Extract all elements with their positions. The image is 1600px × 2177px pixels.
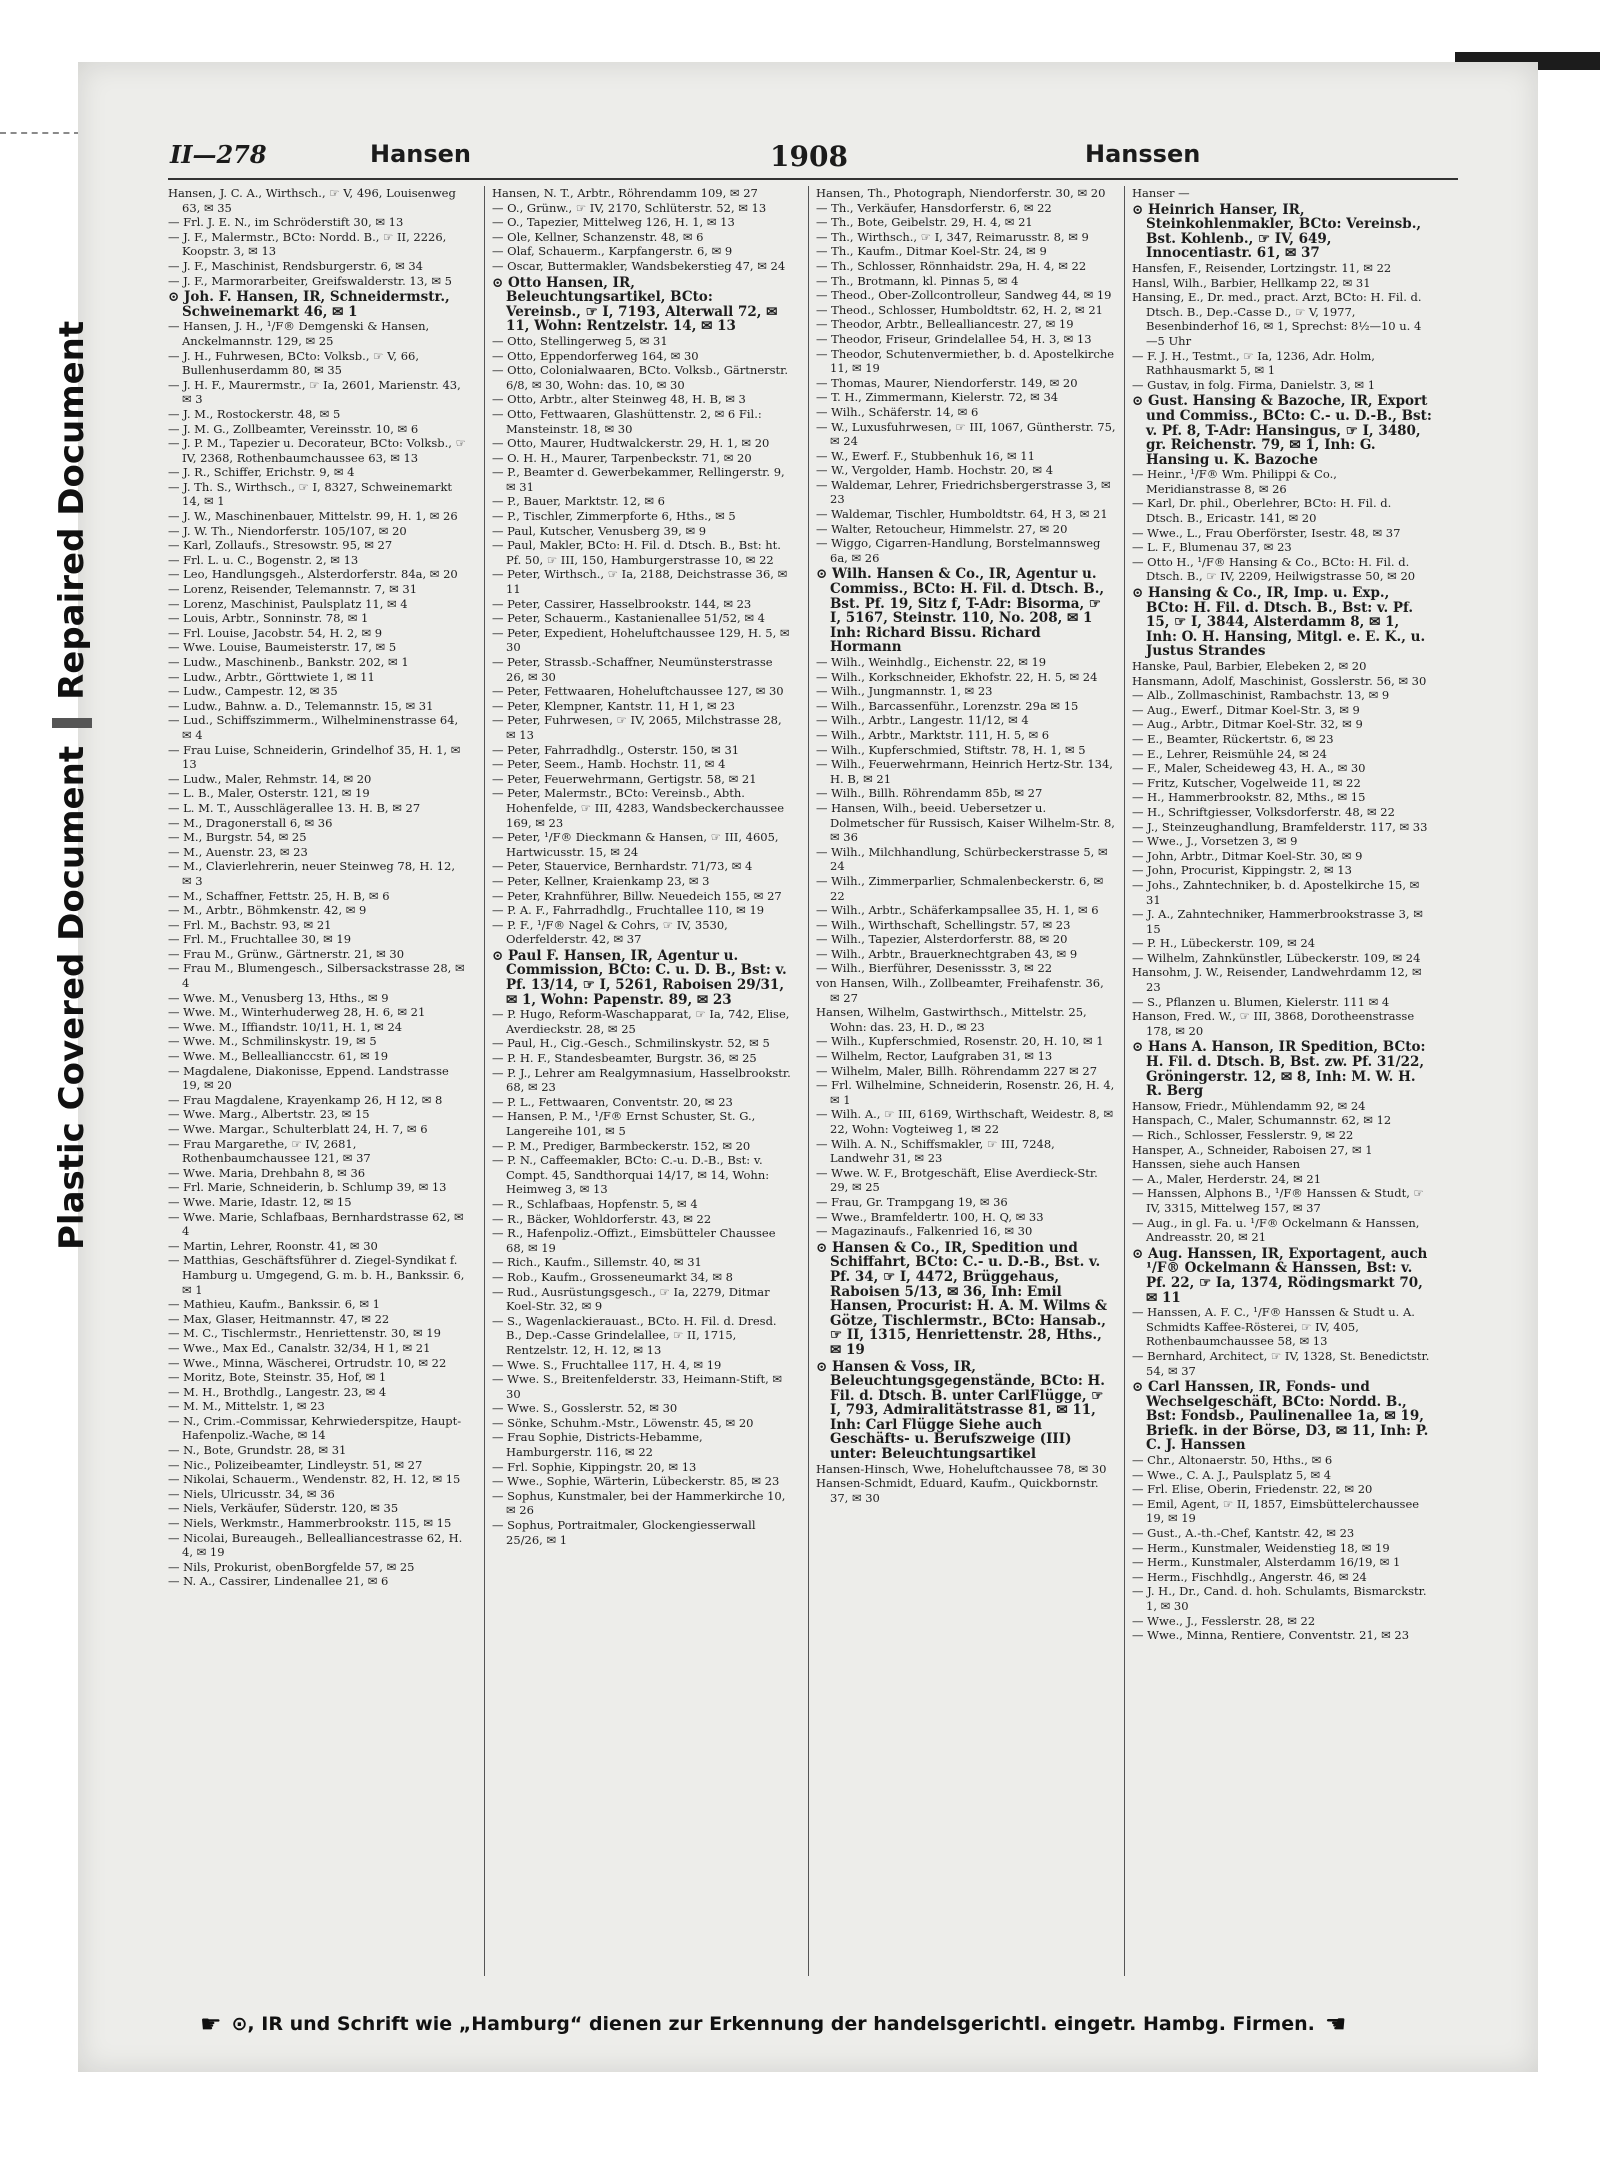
directory-entry: — Frl. Sophie, Kippingstr. 20, ✉ 13	[492, 1459, 697, 1474]
directory-entry: — Niels, Werkmstr., Hammerbrookstr. 115, ✉ 15	[168, 1516, 452, 1531]
directory-entry: — Aug., Ewerf., Ditmar Koel-Str. 3, ✉ 9	[1132, 702, 1360, 717]
directory-entry: — Wilh., Arbtr., Langestr. 11/12, ✉ 4	[816, 713, 1029, 728]
directory-entry: — Th., Schlosser, Rönnhaidstr. 29a, H. 4, ✉ 22	[816, 258, 1087, 273]
directory-entry: — Wwe. S., Breitenfelderstr. 33, Heimann-Stift, ✉ 30	[492, 1372, 783, 1401]
directory-entry: — Rob., Kaufm., Grosseneumarkt 34, ✉ 8	[492, 1269, 733, 1284]
directory-entry: — Wwe., Minna, Wäscherei, Ortrudstr. 10, ✉ 22	[168, 1355, 447, 1370]
column-2	[492, 186, 792, 1976]
directory-entry: — Wwe., C. A. J., Paulsplatz 5, ✉ 4	[1132, 1467, 1332, 1482]
directory-entry: — Lorenz, Maschinist, Paulsplatz 11, ✉ 4	[168, 596, 408, 611]
directory-entry: — L. M. T., Ausschlägerallee 13. H. B, ✉ 27	[168, 800, 421, 815]
directory-entry: — Wwe., L., Frau Oberförster, Isestr. 48, ✉ 37	[1132, 525, 1401, 540]
directory-entry: — N. A., Cassirer, Lindenallee 21, ✉ 6	[168, 1574, 389, 1589]
directory-entry: — Wwe. W. F., Brotgeschäft, Elise Averdieck-Str. 29, ✉ 25	[816, 1165, 1098, 1195]
directory-entry: — Frl. M., Fruchtallee 30, ✉ 19	[168, 932, 352, 947]
directory-entry: — Frl. J. E. N., im Schröderstift 30, ✉ 13	[168, 215, 404, 230]
directory-entry: — Niels, Ulricusstr. 34, ✉ 36	[168, 1486, 335, 1501]
directory-entry: — L. B., Maler, Osterstr. 121, ✉ 19	[168, 786, 370, 801]
directory-entry: von Hansen, Wilh., Zollbeamter, Freihafenstr. 36, ✉ 27	[816, 976, 1104, 1005]
directory-entry: ⊙ Joh. F. Hansen, IR, Schneidermstr., Schweinemarkt 46, ✉ 1	[168, 289, 450, 320]
directory-entry: — Frau Sophie, Districts-Hebamme, Hamburgerstr. 116, ✉ 22	[492, 1430, 703, 1460]
directory-entry: — S., Wagenlackierauast., BCto. H. Fil. d. Dresd. B., Dep.-Casse Grindelallee, ☞ II, 1715, Rentzelstr. 12, H. 12, ✉ 13	[492, 1313, 777, 1357]
directory-entry: — N., Bote, Grundstr. 28, ✉ 31	[168, 1443, 347, 1458]
directory-entry: — J. F., Maschinist, Rendsburgerstr. 6, ✉ 34	[168, 258, 423, 273]
directory-entry: — Peter, ¹/F® Dieckmann & Hansen, ☞ III, 4605, Hartwicusstr. 15, ✉ 24	[492, 830, 779, 859]
directory-entry: — P. M., Prediger, Barmbeckerstr. 152, ✉ 20	[492, 1138, 751, 1153]
directory-entry: — Peter, Fuhrwesen, ☞ IV, 2065, Milchstrasse 28, ✉ 13	[492, 713, 782, 742]
directory-entry: — Louis, Arbtr., Sonninstr. 78, ✉ 1	[168, 611, 369, 626]
directory-entry: — N., Crim.-Commissar, Kehrwiederspitze, Haupt-Hafenpoliz.-Wache, ✉ 14	[168, 1413, 462, 1443]
directory-entry: — Peter, Expedient, Hoheluftchaussee 129, H. 5, ✉ 30	[492, 625, 790, 655]
header-rule	[168, 178, 1458, 180]
directory-entry: — Wwe., Max Ed., Canalstr. 32/34, H 1, ✉ 21	[168, 1340, 431, 1355]
directory-entry: — W., Vergolder, Hamb. Hochstr. 20, ✉ 4	[816, 463, 1054, 478]
directory-entry: — J. Th. S., Wirthsch., ☞ I, 8327, Schweinemarkt 14, ✉ 1	[168, 479, 453, 509]
directory-entry: — M., Schaffner, Fettstr. 25, H. B, ✉ 6	[168, 888, 390, 903]
directory-entry: — Moritz, Bote, Steinstr. 35, Hof, ✉ 1	[168, 1370, 387, 1385]
directory-entry: ⊙ Gust. Hansing & Bazoche, IR, Export und Commiss., BCto: C.- u. D.-B., Bst: v. Pf. 8, T-Adr: Hansingus, ☞ I, 3480, gr. Reichenstr. 79, ✉ 1, Inh: G. Hansing u. K. Bazoche	[1132, 393, 1432, 468]
directory-entry: — Johs., Zahntechniker, b. d. Apostelkirche 15, ✉ 31	[1132, 877, 1420, 907]
directory-entry: — P. H., Lübeckerstr. 109, ✉ 24	[1132, 936, 1316, 951]
directory-entry: — O. H. H., Maurer, Tarpenbeckstr. 71, ✉ 20	[492, 450, 752, 465]
directory-entry: — H., Hammerbrookstr. 82, Mths., ✉ 15	[1132, 790, 1366, 805]
directory-entry: — Wilh., Korkschneider, Ekhofstr. 22, H. 5, ✉ 24	[816, 669, 1098, 684]
directory-entry: — Paul, Makler, BCto: H. Fil. d. Dtsch. B., Bst: ht. Pf. 50, ☞ III, 150, Hamburgerstrasse 10, ✉ 22	[492, 538, 781, 567]
directory-entry: Hansmann, Adolf, Maschinist, Gosslerstr. 56, ✉ 30	[1132, 673, 1427, 688]
page-footer	[200, 2010, 1440, 2038]
directory-entry: — J. H. F., Maurermstr., ☞ Ia, 2601, Marienstr. 43, ✉ 3	[168, 377, 461, 407]
directory-entry: — Frau Magdalene, Krayenkamp 26, H 12, ✉ 8	[168, 1092, 443, 1107]
directory-entry: — Frau M., Blumengesch., Silbersackstrasse 28, ✉ 4	[168, 961, 465, 991]
column-divider	[484, 186, 485, 1976]
directory-entry: — R., Schlafbaas, Hopfenstr. 5, ✉ 4	[492, 1196, 698, 1211]
directory-entry: — J. R., Schiffer, Erichstr. 9, ✉ 4	[168, 465, 355, 480]
directory-entry: ⊙ Carl Hanssen, IR, Fonds- und Wechselgeschäft, BCto: Nordd. B., Bst: Fondsb., Paulinenallee 1a, ✉ 19, Briefk. in der Börse, D3, ✉ 11, Inh: P. C. J. Hanssen	[1132, 1379, 1429, 1454]
directory-entry: — John, Arbtr., Ditmar Koel-Str. 30, ✉ 9	[1132, 848, 1363, 863]
directory-entry: — R., Hafenpoliz.-Offizt., Eimsbütteler Chaussee 68, ✉ 19	[492, 1226, 776, 1255]
directory-entry: — P. N., Caffeemakler, BCto: C.-u. D.-B., Bst: v. Compt. 45, Sandthorquai 14/17, ✉ 14, Wohn: Heimweg 3, ✉ 13	[492, 1153, 770, 1197]
scan-top-margin	[0, 0, 1600, 60]
directory-entry: — Rich., Kaufm., Sillemstr. 40, ✉ 31	[492, 1255, 702, 1270]
directory-entry: — Wilhelm, Maler, Billh. Röhrendamm 227 ✉ 27	[816, 1063, 1098, 1078]
directory-entry: — Otto, Arbtr., alter Steinweg 48, H. B, ✉ 3	[492, 392, 746, 407]
column-4	[1132, 186, 1432, 1976]
directory-entry: — M., Dragonerstall 6, ✉ 36	[168, 815, 333, 830]
directory-entry: ⊙ Heinrich Hanser, IR, Steinkohlenmakler, BCto: Vereinsb., Bst. Kohlenb., ☞ IV, 649, Innocentiastr. 61, ✉ 37	[1132, 201, 1422, 262]
directory-entry: — Wwe., J., Vorsetzen 3, ✉ 9	[1132, 834, 1298, 849]
directory-entry: — Frau Luise, Schneiderin, Grindelhof 35, H. 1, ✉ 13	[168, 742, 461, 772]
column-1	[168, 186, 468, 1976]
directory-entry: — Frau Margarethe, ☞ IV, 2681, Rothenbaumchaussee 121, ✉ 37	[168, 1136, 371, 1166]
directory-entry: — Wilh., Kupferschmied, Rosenstr. 20, H. 10, ✉ 1	[816, 1034, 1104, 1049]
directory-entry: — J. H., Fuhrwesen, BCto: Volksb., ☞ V, 66, Bullenhuserdamm 80, ✉ 35	[168, 348, 419, 378]
directory-entry: ⊙ Hansing & Co., IR, Imp. u. Exp., BCto: H. Fil. d. Dtsch. B., Bst: v. Pf. 15, ☞ I, 3844, Alsterdamm 8, ✉ 1, Inh: O. H. Hansing, Mitgl. e. E. K., u. Justus Strandes	[1132, 585, 1426, 660]
directory-entry: — J. M. G., Zollbeamter, Vereinsstr. 10, ✉ 6	[168, 421, 419, 436]
directory-entry: — M. C., Tischlermstr., Henriettenstr. 30, ✉ 19	[168, 1326, 441, 1341]
directory-entry: — W., Ewerf. F., Stubbenhuk 16, ✉ 11	[816, 448, 1035, 463]
directory-entry: — Wwe. S., Gosslerstr. 52, ✉ 30	[492, 1401, 678, 1416]
directory-entry: — Wilh., Wirthschaft, Schellingstr. 57, ✉ 23	[816, 917, 1071, 932]
directory-entry: Hansper, A., Schneider, Raboisen 27, ✉ 1	[1132, 1142, 1373, 1157]
directory-entry: — Wwe. Louise, Baumeisterstr. 17, ✉ 5	[168, 640, 397, 655]
directory-entry: Hansen, Th., Photograph, Niendorferstr. 30, ✉ 20	[816, 186, 1106, 200]
directory-entry: — Otto, Stellingerweg 5, ✉ 31	[492, 333, 668, 348]
directory-entry: — Karl, Zollaufs., Stresowstr. 95, ✉ 27	[168, 538, 393, 553]
directory-entry: Hansen-Schmidt, Eduard, Kaufm., Quickbornstr. 37, ✉ 30	[816, 1476, 1099, 1505]
directory-entry: — Hanssen, Alphons B., ¹/F® Hanssen & Studt, ☞ IV, 3315, Mittelweg 157, ✉ 37	[1132, 1186, 1424, 1215]
directory-entry: Hanske, Paul, Barbier, Elebeken 2, ✉ 20	[1132, 659, 1367, 673]
directory-entry: — Nikolai, Schauerm., Wendenstr. 82, H. 12, ✉ 15	[168, 1472, 461, 1487]
directory-entry: — Theodor, Schutenvermiether, b. d. Apostelkirche 11, ✉ 19	[816, 346, 1115, 376]
directory-entry: ⊙ Paul F. Hansen, IR, Agentur u. Commission, BCto: C. u. D. B., Bst: v. Pf. 13/14, ☞ I, 5261, Raboisen 29/31, ✉ 1, Wohn: Papenstr. 89, ✉ 23	[492, 947, 787, 1008]
directory-entry: — Lorenz, Reisender, Telemannstr. 7, ✉ 31	[168, 582, 418, 597]
directory-entry: — Wilh., Arbtr., Brauerknechtgraben 43, ✉ 9	[816, 946, 1078, 961]
directory-entry: — T. H., Zimmermann, Kielerstr. 72, ✉ 34	[816, 390, 1059, 405]
directory-entry: — L. F., Blumenau 37, ✉ 23	[1132, 540, 1292, 555]
directory-entry: — Paul, H., Cig.-Gesch., Schmilinskystr. 52, ✉ 5	[492, 1036, 770, 1051]
directory-entry: — Frl. Wilhelmine, Schneiderin, Rosenstr. 26, H. 4, ✉ 1	[816, 1078, 1115, 1107]
directory-entry: — Oscar, Buttermakler, Wandsbekerstieg 47, ✉ 24	[492, 258, 786, 273]
directory-entry: — Wilhelm, Rector, Laufgraben 31, ✉ 13	[816, 1049, 1053, 1064]
directory-entry: — Wwe. M., Belleallianccstr. 61, ✉ 19	[168, 1049, 389, 1064]
directory-entry: — M., Burgstr. 54, ✉ 25	[168, 830, 307, 845]
cut-line	[0, 132, 80, 134]
directory-entry: — Peter, Strassb.-Schaffner, Neumünsterstrasse 26, ✉ 30	[492, 655, 773, 684]
directory-entry: — Wilh., Bierführer, Desenissstr. 3, ✉ 22	[816, 961, 1053, 976]
directory-entry: — F., Maler, Scheideweg 43, H. A., ✉ 30	[1132, 761, 1366, 776]
directory-entry: — Niels, Verkäufer, Süderstr. 120, ✉ 35	[168, 1501, 399, 1516]
directory-entry: Hansl, Wilh., Barbier, Hellkamp 22, ✉ 31	[1132, 275, 1371, 290]
directory-entry: — Peter, Kellner, Kraienkamp 23, ✉ 3	[492, 873, 710, 888]
directory-entry: — Frau M., Grünw., Gärtnerstr. 21, ✉ 30	[168, 946, 405, 961]
directory-entry: — Aug., in gl. Fa. u. ¹/F® Ockelmann & Hanssen, Andreasstr. 20, ✉ 21	[1132, 1215, 1420, 1245]
directory-entry: — M., Auenstr. 23, ✉ 23	[168, 844, 308, 859]
directory-entry: Hansen, J. C. A., Wirthsch., ☞ V, 496, Louisenweg 63, ✉ 35	[168, 186, 456, 215]
directory-entry: — Wilh., Arbtr., Schäferkampsallee 35, H. 1, ✉ 6	[816, 903, 1099, 918]
directory-entry: — Peter, Wirthsch., ☞ Ia, 2188, Deichstrasse 36, ✉ 11	[492, 567, 788, 597]
directory-entry: — Waldemar, Lehrer, Friedrichsbergerstrasse 3, ✉ 23	[816, 477, 1111, 507]
directory-entry: — Emil, Agent, ☞ II, 1857, Eimsbüttelerchaussee 19, ✉ 19	[1132, 1496, 1420, 1526]
directory-entry: — Otto H., ¹/F® Hansing & Co., BCto: H. Fil. d. Dtsch. B., ☞ IV, 2209, Heilwigstrasse 50, ✉ 20	[1132, 554, 1416, 584]
directory-entry: — J. A., Zahntechniker, Hammerbrookstrasse 3, ✉ 15	[1132, 907, 1423, 936]
header-year: 1908	[770, 140, 848, 173]
directory-entry: Hanspach, C., Maler, Schumannstr. 62, ✉ 12	[1132, 1113, 1392, 1128]
directory-entry: — Magazinaufs., Falkenried 16, ✉ 30	[816, 1224, 1033, 1239]
directory-entry: — O., Tapezier, Mittelweg 126, H. 1, ✉ 13	[492, 215, 735, 230]
directory-entry: — Peter, Malermstr., BCto: Vereinsb., Abth. Hohenfelde, ☞ III, 4283, Wandsbeckerchaussee 169, ✉ 23	[492, 786, 785, 830]
directory-entry: — Hansen, Wilh., beeid. Uebersetzer u. Dolmetscher für Russisch, Kaiser Wilhelm-Str. 8, ✉ 36	[816, 800, 1115, 845]
directory-entry: — Peter, Fettwaaren, Hoheluftchaussee 127, ✉ 30	[492, 684, 784, 699]
directory-entry: — Theod., Schlosser, Humboldtstr. 62, H. 2, ✉ 21	[816, 302, 1103, 317]
directory-entry: — Wilhelm, Zahnkünstler, Lübeckerstr. 109, ✉ 24	[1132, 950, 1421, 965]
directory-entry: — Wilh. A. N., Schiffsmakler, ☞ III, 7248, Landwehr 31, ✉ 23	[816, 1136, 1055, 1166]
directory-entry: — Frl. Louise, Jacobstr. 54, H. 2, ✉ 9	[168, 625, 383, 640]
side-label	[42, 150, 102, 1250]
directory-entry: — Wilh., Kupferschmied, Stiftstr. 78, H. 1, ✉ 5	[816, 742, 1086, 757]
column-divider	[1124, 186, 1125, 1976]
directory-entry: — Lud., Schiffszimmerm., Wilhelminenstrasse 64, ✉ 4	[168, 713, 459, 742]
plastic-covered-label: Plastic Covered Document	[52, 745, 92, 1250]
directory-entry: — Theodor, Arbtr., Bellealliancestr. 27, ✉ 19	[816, 317, 1074, 332]
directory-entry: — O., Grünw., ☞ IV, 2170, Schlüterstr. 52, ✉ 13	[492, 200, 767, 215]
directory-entry: — Peter, Krahnführer, Billw. Neuedeich 155, ✉ 27	[492, 888, 782, 903]
directory-entry: — Th., Kaufm., Ditmar Koel-Str. 24, ✉ 9	[816, 244, 1047, 259]
directory-entry: — Martin, Lehrer, Roonstr. 41, ✉ 30	[168, 1238, 378, 1253]
directory-entry: — Ludw., Maschinenb., Bankstr. 202, ✉ 1	[168, 655, 409, 669]
directory-entry: ⊙ Wilh. Hansen & Co., IR, Agentur u. Commiss., BCto: H. Fil. d. Dtsch. B., Bst. Pf. 19, Sitz f, T-Adr: Bisorma, ☞ I, 5167, Steinstr. 110, No. 208, ✉ 1 Inh: Richard Bissu. Richard Hormann	[816, 566, 1105, 656]
directory-entry: — Max, Glaser, Heitmannstr. 47, ✉ 22	[168, 1311, 390, 1326]
label-separator	[52, 718, 92, 728]
directory-entry: — Wilh., Billh. Röhrendamm 85b, ✉ 27	[816, 786, 1043, 801]
directory-entry: Hanser —	[1132, 186, 1190, 200]
directory-entry: — J., Steinzeughandlung, Bramfelderstr. 117, ✉ 33	[1132, 819, 1428, 834]
directory-entry: — Chr., Altonaerstr. 50, Hths., ✉ 6	[1132, 1453, 1333, 1468]
directory-entry: — Otto, Colonialwaaren, BCto. Volksb., Gärtnerstr. 6/8, ✉ 30, Wohn: das. 10, ✉ 30	[492, 363, 789, 392]
directory-entry: — Wilh., Feuerwehrmann, Heinrich Hertz-Str. 134, H. B, ✉ 21	[816, 757, 1113, 786]
directory-entry: — Frl. L. u. C., Bogenstr. 2, ✉ 13	[168, 552, 359, 567]
directory-entry: — Wilh., Jungmannstr. 1, ✉ 23	[816, 684, 993, 699]
directory-entry: — Wilh., Zimmerparlier, Schmalenbeckerstr. 6, ✉ 22	[816, 873, 1104, 903]
directory-entry: — Th., Verkäufer, Hansdorferstr. 6, ✉ 22	[816, 200, 1052, 215]
page-header	[170, 140, 1470, 180]
directory-entry: Hansfen, F., Reisender, Lortzingstr. 11, ✉ 22	[1132, 260, 1392, 275]
directory-entry: — Ole, Kellner, Schanzenstr. 48, ✉ 6	[492, 229, 704, 244]
directory-entry: — Frl. M., Bachstr. 93, ✉ 21	[168, 917, 332, 932]
directory-entry: — F. J. H., Testmt., ☞ Ia, 1236, Adr. Holm, Rathhausmarkt 5, ✉ 1	[1132, 348, 1375, 378]
directory-entry: — Ludw., Arbtr., Görttwiete 1, ✉ 11	[168, 669, 375, 684]
directory-entry: — M. M., Mittelstr. 1, ✉ 23	[168, 1399, 325, 1414]
directory-entry: — Herm., Fischhdlg., Angerstr. 46, ✉ 24	[1132, 1569, 1367, 1584]
directory-entry: — Otto, Fettwaaren, Glashüttenstr. 2, ✉ 6 Fil.: Mansteinstr. 18, ✉ 30	[492, 406, 762, 436]
directory-entry: — Leo, Handlungsgeh., Alsterdorferstr. 84a, ✉ 20	[168, 567, 458, 582]
directory-entry: — Ludw., Campestr. 12, ✉ 35	[168, 684, 338, 699]
directory-entry: — Wwe., Sophie, Wärterin, Lübeckerstr. 85, ✉ 23	[492, 1474, 780, 1489]
directory-entry: — Gust., A.-th.-Chef, Kantstr. 42, ✉ 23	[1132, 1526, 1355, 1541]
directory-entry: — Otto, Eppendorferweg 164, ✉ 30	[492, 348, 699, 363]
directory-entry: — Wwe. Maria, Drehbahn 8, ✉ 36	[168, 1165, 366, 1180]
directory-entry: ⊙ Hansen & Voss, IR, Beleuchtungsgegenstände, BCto: H. Fil. d. Dtsch. B. unter CarlFlügge, ☞ I, 793, Admiralitätstrasse 81, ✉ 11, Inh: Carl Flügge Siehe auch Geschäfts- u. Berufszweige (III) unter: Beleuchtungsartikel	[816, 1358, 1105, 1463]
directory-entry: — P. H. F., Standesbeamter, Burgstr. 36, ✉ 25	[492, 1051, 757, 1066]
directory-entry: — Frl. Marie, Schneiderin, b. Schlump 39, ✉ 13	[168, 1180, 447, 1195]
directory-entry: — R., Bäcker, Wohldorferstr. 43, ✉ 22	[492, 1211, 712, 1226]
directory-entry: — Nils, Prokurist, obenBorgfelde 57, ✉ 25	[168, 1559, 415, 1574]
directory-entry: — Wwe. Marie, Schlafbaas, Bernhardstrasse 62, ✉ 4	[168, 1209, 464, 1239]
directory-entry: — J. W. Th., Niendorferstr. 105/107, ✉ 20	[168, 523, 407, 538]
directory-entry: — J. W., Maschinenbauer, Mittelstr. 99, H. 1, ✉ 26	[168, 509, 458, 524]
directory-entry: — Peter, Cassirer, Hasselbrookstr. 144, ✉ 23	[492, 596, 752, 611]
pointing-hand-icon: ☛	[200, 2010, 222, 2038]
directory-entry: — Wwe. M., Winterhuderweg 28, H. 6, ✉ 21	[168, 1005, 426, 1020]
directory-entry: — Mathieu, Kaufm., Bankssir. 6, ✉ 1	[168, 1297, 380, 1312]
directory-entry: — J. F., Malermstr., BCto: Nordd. B., ☞ II, 2226, Koopstr. 3, ✉ 13	[168, 229, 447, 259]
directory-entry: — Wwe., J., Fesslerstr. 28, ✉ 22	[1132, 1613, 1316, 1628]
directory-entry: — Th., Brotmann, kl. Pinnas 5, ✉ 4	[816, 273, 1019, 288]
directory-entry: — P. F., ¹/F® Nagel & Cohrs, ☞ IV, 3530, Oderfelderstr. 42, ✉ 37	[492, 917, 728, 947]
directory-entry: — M., Clavierlehrerin, neuer Steinweg 78, H. 12, ✉ 3	[168, 859, 456, 888]
directory-entry: — P., Tischler, Zimmerpforte 6, Hths., ✉ 5	[492, 509, 736, 524]
directory-entry: — Sönke, Schuhm.-Mstr., Löwenstr. 45, ✉ 20	[492, 1415, 754, 1430]
pointing-hand-icon: ☚	[1324, 2010, 1347, 2038]
directory-entry: — Ludw., Bahnw. a. D., Telemannstr. 15, ✉ 31	[168, 698, 434, 713]
directory-entry: Hansohm, J. W., Reisender, Landwehrdamm 12, ✉ 23	[1132, 965, 1422, 995]
directory-entry: — Wilh., Barcassenführ., Lorenzstr. 29a ✉ 15	[816, 698, 1079, 713]
directory-entry: — P., Bauer, Marktstr. 12, ✉ 6	[492, 494, 665, 509]
directory-entry: — Wwe. M., Iffiandstr. 10/11, H. 1, ✉ 24	[168, 1019, 403, 1034]
directory-entry: — Wwe. Margar., Schulterblatt 24, H. 7, ✉ 6	[168, 1122, 428, 1136]
directory-entry: — J. H., Dr., Cand. d. hoh. Schulamts, Bismarckstr. 1, ✉ 30	[1132, 1584, 1427, 1613]
directory-entry: — H., Schriftgiesser, Volksdorferstr. 48, ✉ 22	[1132, 804, 1395, 819]
directory-entry: — Wwe. M., Venusberg 13, Hths., ✉ 9	[168, 990, 389, 1005]
directory-entry: — Wwe., Bramfeldertr. 100, H. Q, ✉ 33	[816, 1209, 1044, 1224]
directory-entry: — Wilh., Arbtr., Marktstr. 111, H. 5, ✉ 6	[816, 727, 1050, 742]
directory-entry: — Wilh., Schäferstr. 14, ✉ 6	[816, 404, 979, 419]
directory-entry: — Walter, Retoucheur, Himmelstr. 27, ✉ 20	[816, 521, 1068, 536]
directory-entry: — Th., Bote, Geibelstr. 29, H. 4, ✉ 21	[816, 215, 1033, 230]
directory-entry: — J. F., Marmorarbeiter, Greifswalderstr. 13, ✉ 5	[168, 273, 452, 288]
directory-entry: — Sophus, Portraitmaler, Glockengiesserwall 25/26, ✉ 1	[492, 1518, 756, 1547]
directory-entry: — Peter, Feuerwehrmann, Gertigstr. 58, ✉ 21	[492, 771, 757, 786]
directory-entry: — Peter, Seem., Hamb. Hochstr. 11, ✉ 4	[492, 757, 726, 772]
directory-entry: — Ludw., Maler, Rehmstr. 14, ✉ 20	[168, 771, 372, 786]
directory-entry: — S., Pflanzen u. Blumen, Kielerstr. 111 ✉ 4	[1132, 994, 1390, 1009]
directory-entry: — Peter, Schauerm., Kastanienallee 51/52, ✉ 4	[492, 611, 765, 626]
scan-bottom-margin	[0, 2077, 1600, 2177]
directory-entry: ⊙ Aug. Hanssen, IR, Exportagent, auch ¹/F® Ockelmann & Hanssen, Bst: v. Pf. 22, ☞ Ia, 1374, Rödingsmarkt 70, ✉ 11	[1132, 1245, 1428, 1306]
directory-entry: — Matthias, Geschäftsführer d. Ziegel-Syndikat f. Hamburg u. Umgegend, G. m. b. H., Bankssir. 6, ✉ 1	[168, 1253, 465, 1297]
directory-entry: — Theodor, Friseur, Grindelallee 54, H. 3, ✉ 13	[816, 331, 1092, 346]
directory-entry: — Theod., Ober-Zollcontrolleur, Sandweg 44, ✉ 19	[816, 288, 1112, 303]
directory-entry: — P. L., Fettwaaren, Conventstr. 20, ✉ 23	[492, 1094, 733, 1109]
column-3	[816, 186, 1116, 1976]
directory-entry: — Nic., Polizeibeamter, Lindleystr. 51, ✉ 27	[168, 1457, 423, 1472]
directory-entry: — Thomas, Maurer, Niendorferstr. 149, ✉ 20	[816, 375, 1078, 390]
directory-entry: — Gustav, in folg. Firma, Danielstr. 3, ✉ 1	[1132, 377, 1376, 392]
directory-entry: — Hansen, P. M., ¹/F® Ernst Schuster, St. G., Langereihe 101, ✉ 5	[492, 1109, 756, 1138]
directory-entry: — P. J., Lehrer am Realgymnasium, Hasselbrookstr. 68, ✉ 23	[492, 1065, 791, 1095]
directory-entry: — E., Lehrer, Reismühle 24, ✉ 24	[1132, 746, 1327, 761]
directory-entry: — Th., Wirthsch., ☞ I, 347, Reimarusstr. 8, ✉ 9	[816, 229, 1089, 244]
directory-entry: — Wilh., Tapezier, Alsterdorferstr. 88, ✉ 20	[816, 932, 1068, 947]
directory-entry: — Wwe. Marg., Albertstr. 23, ✉ 15	[168, 1107, 370, 1122]
directory-entry: — Magdalene, Diakonisse, Eppend. Landstrasse 19, ✉ 20	[168, 1063, 449, 1093]
directory-entry: — M., Arbtr., Böhmkenstr. 42, ✉ 9	[168, 903, 367, 918]
directory-entry: Hansow, Friedr., Mühlendamm 92, ✉ 24	[1132, 1098, 1366, 1113]
directory-entry: — Bernhard, Architect, ☞ IV, 1328, St. Benedictstr. 54, ✉ 37	[1132, 1348, 1430, 1378]
directory-entry: — Nicolai, Bureaugeh., Bellealliancestrasse 62, H. 4, ✉ 19	[168, 1530, 463, 1560]
directory-entry: — Peter, Fahrradhdlg., Osterstr. 150, ✉ 31	[492, 742, 740, 757]
directory-entry: — Peter, Klempner, Kantstr. 11, H 1, ✉ 23	[492, 698, 735, 713]
directory-entry: Hansing, E., Dr. med., pract. Arzt, BCto: H. Fil. d. Dtsch. B., Dep.-Casse D., ☞ V, 1977, Besenbinderhof 16, ✉ 1, Sprechst: 8½—10 u. 4—5 Uhr	[1132, 290, 1422, 348]
header-left-word: Hansen	[370, 140, 472, 168]
directory-entry: — J. P. M., Tapezier u. Decorateur, BCto: Volksb., ☞ IV, 2368, Rothenbaumchaussee 63, ✉ 13	[168, 436, 466, 465]
directory-entry: — Wilh., Milchhandlung, Schürbeckerstrasse 5, ✉ 24	[816, 844, 1108, 874]
directory-entry: ⊙ Hans A. Hanson, IR Spedition, BCto: H. Fil. d. Dtsch. B, Bst. zw. Pf. 31/22, Gröningerstr. 12, ✉ 8, Inh: M. W. H. R. Berg	[1132, 1039, 1426, 1100]
directory-entry: — Herm., Kunstmaler, Alsterdamm 16/19, ✉ 1	[1132, 1555, 1401, 1570]
directory-entry: — Heinr., ¹/F® Wm. Philippi & Co., Meridianstrasse 8, ✉ 26	[1132, 467, 1337, 496]
directory-entry: Hanson, Fred. W., ☞ III, 3868, Dorotheenstrasse 178, ✉ 20	[1132, 1009, 1415, 1038]
directory-entry: — Alb., Zollmaschinist, Rambachstr. 13, ✉ 9	[1132, 688, 1390, 703]
directory-entry: — Paul, Kutscher, Venusberg 39, ✉ 9	[492, 523, 707, 538]
column-divider	[808, 186, 809, 1976]
directory-entry: — Wilh., Weinhdlg., Eichenstr. 22, ✉ 19	[816, 655, 1047, 669]
directory-entry: — P. Hugo, Reform-Waschapparat, ☞ Ia, 742, Elise, Averdieckstr. 28, ✉ 25	[492, 1007, 790, 1036]
directory-entry: — W., Luxusfuhrwesen, ☞ III, 1067, Güntherstr. 75, ✉ 24	[816, 419, 1116, 449]
directory-entry: — Frau, Gr. Trampgang 19, ✉ 36	[816, 1194, 1008, 1209]
header-right-word: Hanssen	[1085, 140, 1201, 168]
directory-entry: — Hansen, J. H., ¹/F® Demgenski & Hansen, Anckelmannstr. 129, ✉ 25	[168, 319, 430, 348]
directory-entry: — Wwe. Marie, Idastr. 12, ✉ 15	[168, 1194, 352, 1209]
directory-entry: — Aug., Arbtr., Ditmar Koel-Str. 32, ✉ 9	[1132, 717, 1363, 732]
directory-entry: — Rich., Schlosser, Fesslerstr. 9, ✉ 22	[1132, 1128, 1354, 1142]
directory-entry: — P., Beamter d. Gewerbekammer, Rellingerstr. 9, ✉ 31	[492, 465, 785, 494]
directory-entry: — Herm., Kunstmaler, Weidenstieg 18, ✉ 19	[1132, 1540, 1390, 1555]
directory-entry: — P. A. F., Fahrradhdlg., Fruchtallee 110, ✉ 19	[492, 903, 765, 918]
directory-entry: — Peter, Stauervice, Bernhardstr. 71/73, ✉ 4	[492, 859, 753, 874]
directory-entry: — John, Procurist, Kippingstr. 2, ✉ 13	[1132, 863, 1352, 878]
directory-entry: — Frl. Elise, Oberin, Friedenstr. 22, ✉ 20	[1132, 1482, 1373, 1497]
directory-entry: — Fritz, Kutscher, Vogelweide 11, ✉ 22	[1132, 775, 1361, 790]
directory-entry: — Wwe. M., Schmilinskystr. 19, ✉ 5	[168, 1034, 377, 1049]
directory-entry: — Wilh. A., ☞ III, 6169, Wirthschaft, Weidestr. 8, ✉ 22, Wohn: Vogteiweg 1, ✉ 22	[816, 1107, 1114, 1136]
directory-entry: — Wiggo, Cigarren-Handlung, Borstelmannsweg 6a, ✉ 26	[816, 536, 1101, 565]
directory-entry: ⊙ Otto Hansen, IR, Beleuchtungsartikel, BCto: Vereinsb., ☞ I, 7193, Alterwall 72, ✉ 11, Wohn: Rentzelstr. 14, ✉ 13	[492, 274, 778, 335]
directory-entry: — Otto, Maurer, Hudtwalckerstr. 29, H. 1, ✉ 20	[492, 436, 770, 451]
repaired-document-label: Repaired Document	[52, 320, 92, 700]
directory-entry: — Karl, Dr. phil., Oberlehrer, BCto: H. Fil. d. Dtsch. B., Ericastr. 141, ✉ 20	[1132, 496, 1392, 526]
directory-entry: Hanssen, siehe auch Hansen	[1132, 1157, 1301, 1172]
directory-entry: — A., Maler, Herderstr. 24, ✉ 21	[1132, 1171, 1322, 1186]
directory-entry: — Wwe., Minna, Rentiere, Conventstr. 21, ✉ 23	[1132, 1628, 1410, 1643]
directory-entry: Hansen-Hinsch, Wwe, Hoheluftchaussee 78, ✉ 30	[816, 1461, 1107, 1476]
directory-entry: Hansen, N. T., Arbtr., Röhrendamm 109, ✉ 27	[492, 186, 758, 200]
directory-entry: ⊙ Hansen & Co., IR, Spedition und Schiffahrt, BCto: C.- u. D.-B., Bst. v. Pf. 34, ☞ I, 4472, Brüggehaus, Raboisen 5/13, ✉ 36, Inh: Emil Hansen, Procurist: H. A. M. Wilms & Götze, Tischlermstr., BCto: Hansab., ☞ II, 1315, Henriettenstr. 28, Hths., ✉ 19	[816, 1239, 1108, 1358]
directory-entry: Hansen, Wilhelm, Gastwirthsch., Mittelstr. 25, Wohn: das. 23, H. D., ✉ 23	[816, 1005, 1087, 1034]
directory-entry: — M. H., Brothdlg., Langestr. 23, ✉ 4	[168, 1384, 387, 1399]
directory-entry: — Hanssen, A. F. C., ¹/F® Hanssen & Studt u. A. Schmidts Kaffee-Rösterei, ☞ IV, 405, Rothenbaumchaussee 58, ✉ 13	[1132, 1305, 1415, 1349]
directory-entry: — J. M., Rostockerstr. 48, ✉ 5	[168, 406, 341, 421]
directory-entry: — Wwe. S., Fruchtallee 117, H. 4, ✉ 19	[492, 1357, 722, 1372]
directory-entry: — Waldemar, Tischler, Humboldtstr. 64, H 3, ✉ 21	[816, 507, 1108, 522]
footer-text: ⊙, IR und Schrift wie „Hamburg“ dienen zur Erkennung der handelsgerichtl. eingetr. Hambg. Firmen.	[231, 2013, 1315, 2035]
directory-entry: — E., Beamter, Rückertstr. 6, ✉ 23	[1132, 731, 1334, 746]
directory-entry: — Sophus, Kunstmaler, bei der Hammerkirche 10, ✉ 26	[492, 1488, 786, 1518]
directory-entry: — Rud., Ausrüstungsgesch., ☞ Ia, 2279, Ditmar Koel-Str. 32, ✉ 9	[492, 1284, 770, 1314]
page-number: II—278	[170, 140, 267, 169]
directory-entry: — Olaf, Schauerm., Karpfangerstr. 6, ✉ 9	[492, 244, 733, 259]
